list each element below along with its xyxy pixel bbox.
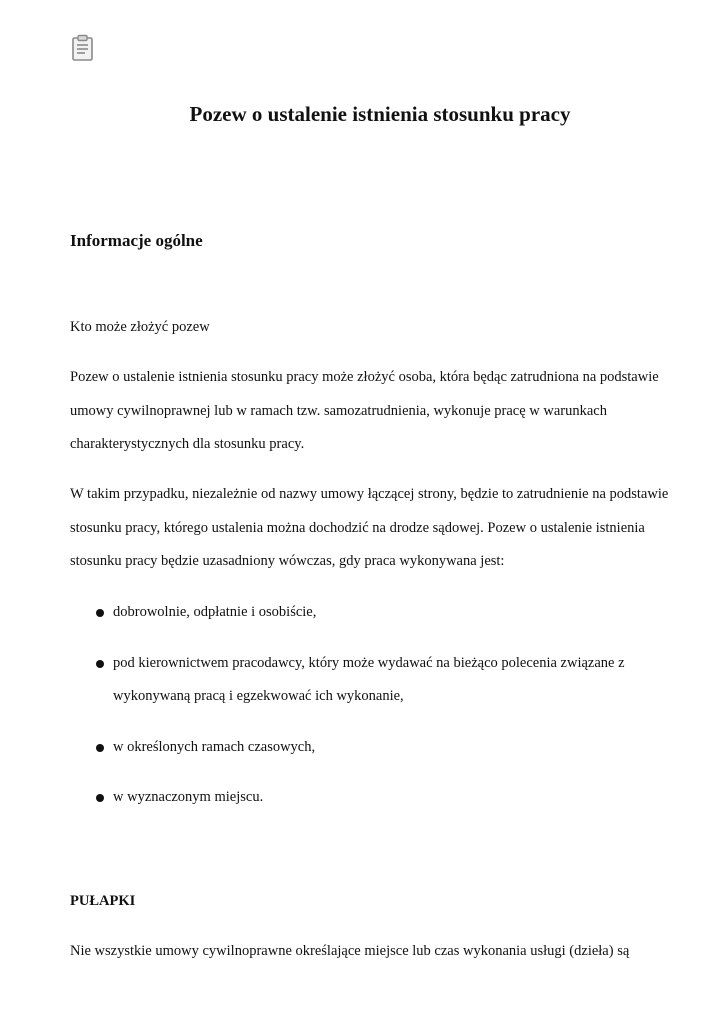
pitfalls-heading: PUŁAPKI	[70, 893, 136, 909]
bullet-icon	[96, 660, 104, 668]
list-item	[92, 647, 682, 714]
paragraph-pitfalls: Nie wszystkie umowy cywilnoprawne określające miejsce lub czas wykonania usługi (dzieła) są	[70, 943, 630, 959]
paragraph-conditions: W takim przypadku, niezależnie od nazwy umowy łączącej strony, będzie to zatrudnienie na podstawie stosunku pracy, którego ustalenia można dochodzić na drodze sądowej. Pozew o ustalenie istnienia stosunku pracy będzie uzasadniony wówczas, gdy praca wykonywana jest:	[70, 486, 669, 569]
conditions-list	[92, 596, 682, 815]
document-title: Pozew o ustalenie istnienia stosunku pracy	[189, 102, 571, 126]
section-heading: Informacje ogólne	[70, 231, 203, 250]
clipboard-document-icon	[71, 34, 95, 62]
list-item-text: dobrowolnie, odpłatnie i osobiście,	[113, 604, 317, 620]
list-item-text: pod kierownictwem pracodawcy, który może wydawać na bieżąco polecenia związane z wykonywaną pracą i egzekwować ich wykonanie,	[113, 654, 625, 704]
who-heading: Kto może złożyć pozew	[70, 319, 210, 335]
list-item-text: w określonych ramach czasowych,	[113, 738, 316, 755]
paragraph-eligibility: Pozew o ustalenie istnienia stosunku pracy może złożyć osoba, która będąc zatrudniona na podstawie umowy cywilnoprawnej lub w ramach tzw. samozatrudnienia, wykonuje pracę w warunkach charakterystycznych dla stosunku pracy.	[70, 369, 659, 452]
bullet-icon	[96, 794, 104, 802]
list-item	[92, 781, 682, 815]
list-item-text: w wyznaczonym miejscu.	[113, 789, 264, 805]
list-item	[92, 596, 682, 630]
list-item	[92, 731, 682, 765]
bullet-icon	[96, 609, 104, 617]
bullet-icon	[96, 744, 104, 752]
